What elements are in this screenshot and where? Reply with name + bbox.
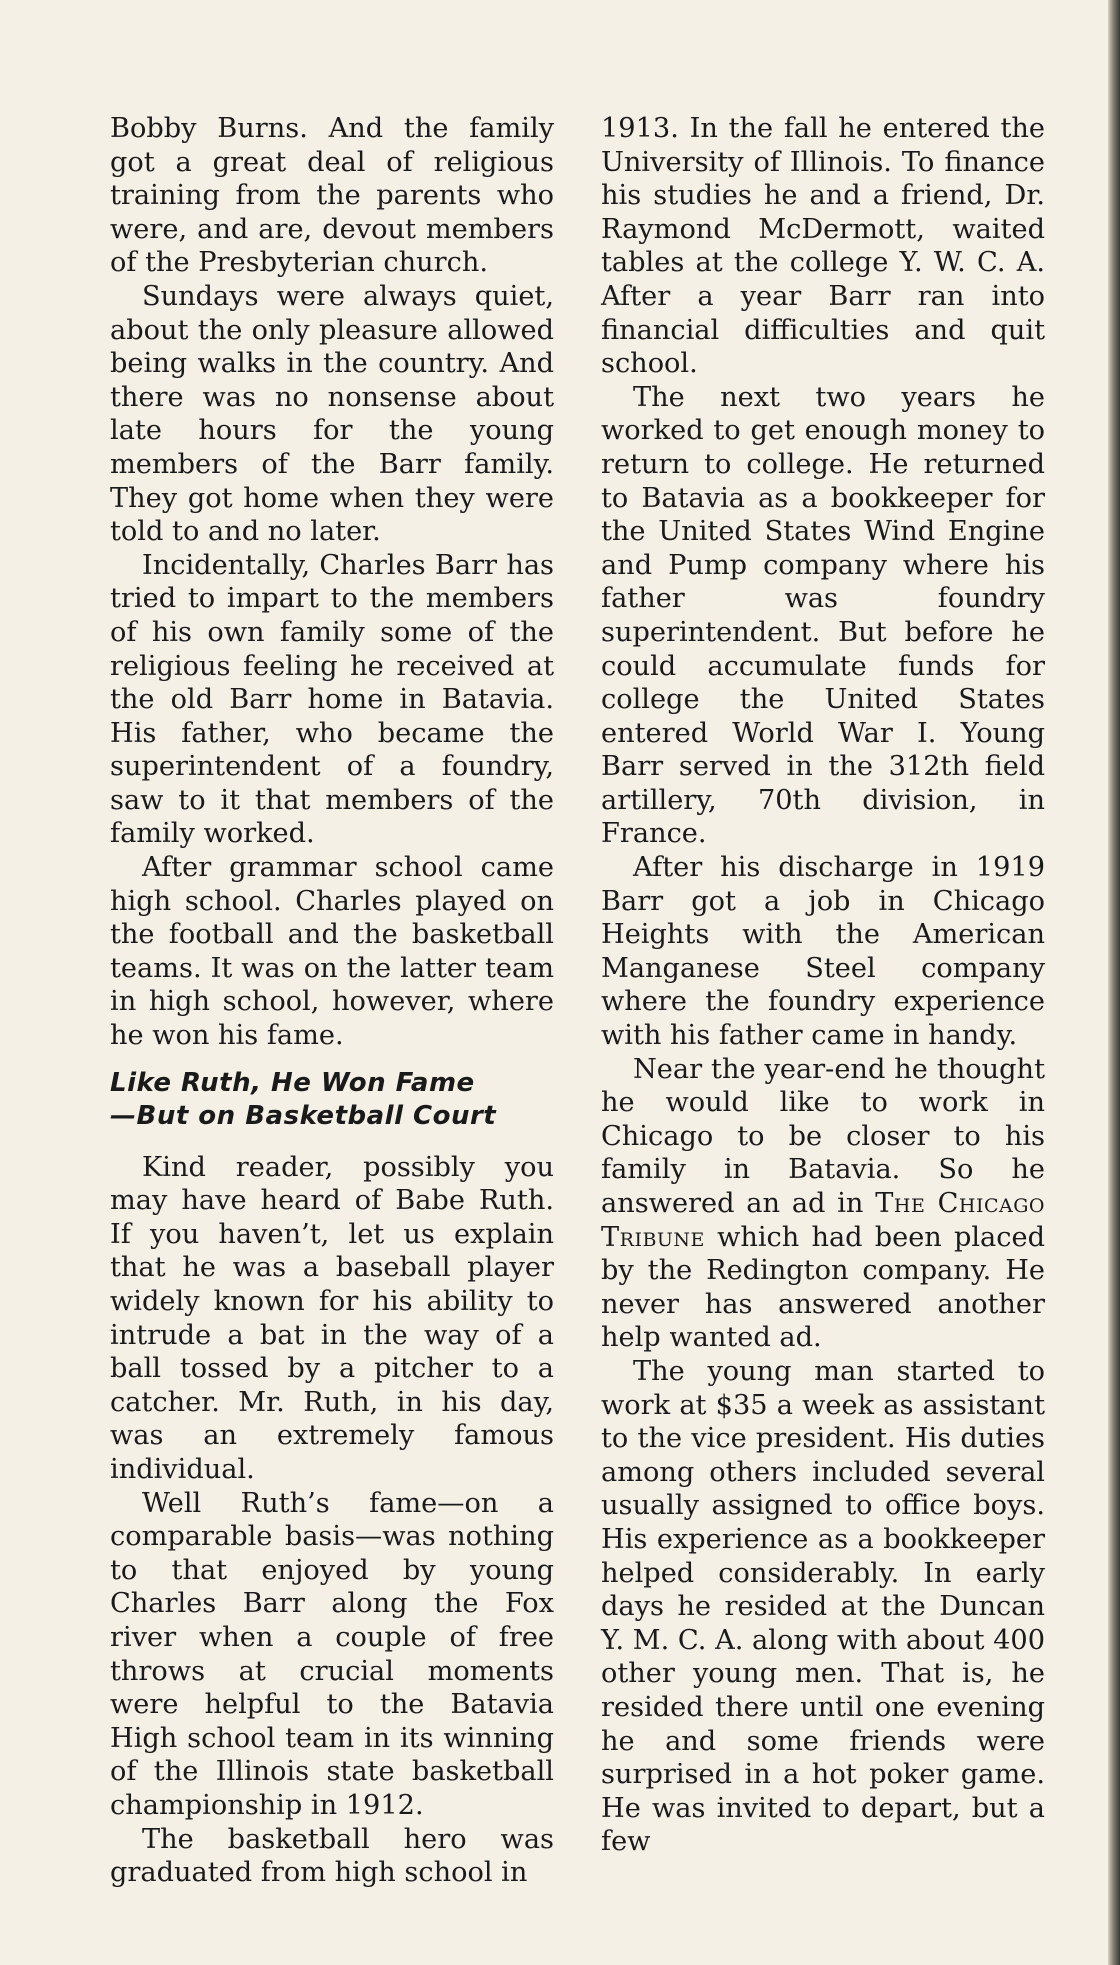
paragraph: Kind reader, possibly you may have heard of Babe Ruth. If you haven’t, let us explain that he was a baseball player widely known for his ability to intrude a bat in the way of a ball tossed by a pitcher to a catcher. Mr. Ruth, in his day, was an extremely famous individual. xyxy=(110,1151,554,1485)
paragraph: The next two years he worked to get enough money to return to college. He returned to Batavia as a bookkeeper for the United States Wind Engine and Pump company where his father was foundry superintendent. But before he could accumulate funds for college the United States entered World War I. Young Barr served in the 312th field artillery, 70th division, in France. xyxy=(601,381,1045,850)
newspaper-name: The Chicago Tribune xyxy=(601,1188,1045,1253)
right-column xyxy=(601,112,1045,1859)
section-heading xyxy=(110,1067,554,1133)
paragraph: The young man started to work at $35 a week as assistant to the vice president. His duties among others included several usually assigned to office boys. His experience as a bookkeeper helped considerably. In early days he resided at the Duncan Y. M. C. A. along with about 400 other young men. That is, he resided there until one evening he and some friends were surprised in a hot poker game. He was invited to depart, but a few xyxy=(601,1355,1045,1858)
heading-line-2: —But on Basketball Court xyxy=(110,1100,497,1131)
paragraph-text: Near the year-end he thought he would like to work in Chicago to be closer to his family in Batavia. So he answered an ad in xyxy=(601,1053,1045,1219)
paragraph: Sundays were always quiet, about the only pleasure allowed being walks in the country. And there was no nonsense about late hours for the young members of the Barr family. They got home when they were told to and no later. xyxy=(110,280,554,548)
paragraph: 1913. In the fall he entered the University of Illinois. To finance his studies he and a friend, Dr. Raymond McDermott, waited tables at the college Y. W. C. A. After a year Barr ran into financial difficulties and quit school. xyxy=(601,113,1045,380)
paragraph: The basketball hero was graduated from high school in xyxy=(110,1823,554,1889)
paragraph: Well Ruth’s fame—on a comparable basis—was nothing to that enjoyed by young Charles Barr along the Fox river when a couple of free throws at crucial moments were helpful to the Batavia High school team in its winning of the Illinois state basketball championship in 1912. xyxy=(110,1487,554,1821)
left-column xyxy=(110,112,554,1890)
page-edge xyxy=(1108,0,1120,1965)
paragraph xyxy=(601,1053,1045,1355)
paragraph: Incidentally, Charles Barr has tried to impart to the members of his own family some of the religious feeling he received at the old Barr home in Batavia. His father, who became the superintendent of a foundry, saw to it that members of the family worked. xyxy=(110,549,554,850)
paragraph-text: which had been placed by the Redington company. He never has answered another help wanted ad. xyxy=(601,1221,1045,1354)
paragraph: After his discharge in 1919 Barr got a job in Chicago Heights with the American Manganese Steel company where the foundry experience with his father came in handy. xyxy=(601,852,1045,1052)
paragraph: Bobby Burns. And the family got a great deal of religious training from the parents who were, and are, devout members of the Presbyterian church. xyxy=(110,113,554,279)
heading-line-1: Like Ruth, He Won Fame xyxy=(110,1067,475,1098)
paragraph: After grammar school came high school. Charles played on the football and the basketball teams. It was on the latter team in high school, however, where he won his fame. xyxy=(110,852,554,1052)
